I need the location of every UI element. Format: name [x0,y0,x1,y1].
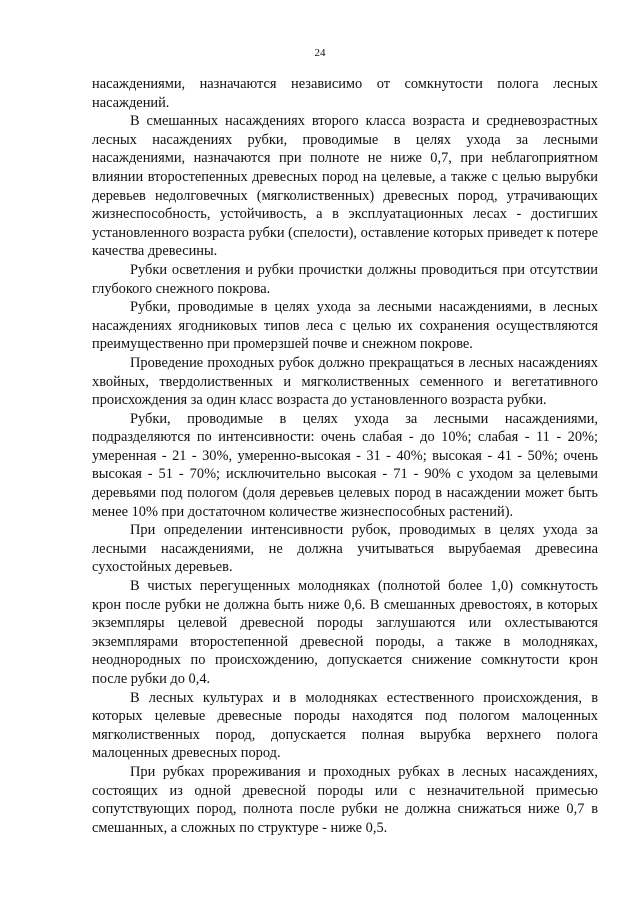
paragraph-8: В чистых перегущенных молодняках (полнотой более 1,0) сомкнутость крон после рубки не должна быть ниже 0,6. В смешанных древостоях, в которых экземпляры целевой древесной породы заглушаются или охлестываются экземплярами второстепенной древесной породы, а также в молодняках, неоднородных по происхождению, допускается снижение сомкнутости крон после рубки до 0,4. [92,578,598,687]
paragraph-7: При определении интенсивности рубок, проводимых в целях ухода за лесными насаждениями, не должна учитываться вырубаемая древесина сухостойных деревьев. [92,522,598,576]
paragraph-2: В смешанных насаждениях второго класса возраста и средневозрастных лесных насаждениях рубки, проводимые в целях ухода за лесными насаждениями, назначаются при полноте не ниже 0,7, при неблагоприятном влиянии второстепенных древесных пород на целевые, а также с целью вырубки деревьев недолговечных (мягколиственных) древесных пород, утрачивающих жизнеспособность, устойчивость, а в эксплуатационных лесах - достигших установленного возраста рубки (спелости), оставление которых приведет к потере качества древесины. [92,113,598,260]
paragraph-4: Рубки, проводимые в целях ухода за лесными насаждениями, в лесных насаждениях ягодниковых типов леса с целью их сохранения осуществляются преимущественно при промерзшей почве и снежном покрове. [92,299,598,353]
paragraph-6: Рубки, проводимые в целях ухода за лесными насаждениями, подразделяются по интенсивности: очень слабая - до 10%; слабая - 11 - 20%; умеренная - 21 - 30%, умеренно-высокая - 31 - 40%; высокая - 41 - 50%; очень высокая - 51 - 70%; исключительно высокая - 71 - 90% с уходом за целевыми деревьями под пологом (доля деревьев целевых пород в насаждении может быть менее 10% при достаточном количестве жизнеспособных растений). [92,410,598,520]
page-number: 24 [314,47,326,59]
paragraph-1: насаждениями, назначаются независимо от сомкнутости полога лесных насаждений. [92,76,598,111]
paragraph-3: Рубки осветления и рубки прочистки должны проводиться при отсутствии глубокого снежного покрова. [92,261,598,297]
paragraph-5: Проведение проходных рубок должно прекращаться в лесных насаждениях хвойных, твердолиственных и мягколиственных семенного и вегетативного происхождения за один класс возраста до установленного возраста рубки. [92,354,598,409]
document-body [92,75,598,837]
paragraph-10: При рубках прореживания и проходных рубках в лесных насаждениях, состоящих из одной древесной породы или с незначительной примесью сопутствующих пород, полнота после рубки не должна снижаться ниже 0,7 в смешанных, а сложных по структуре - ниже 0,5. [92,763,598,836]
paragraph-9: В лесных культурах и в молодняках естественного происхождения, в которых целевые древесные породы находятся под пологом малоценных мягколиственных пород, допускается полная вырубка верхнего полога малоценных древесных пород. [92,689,598,762]
